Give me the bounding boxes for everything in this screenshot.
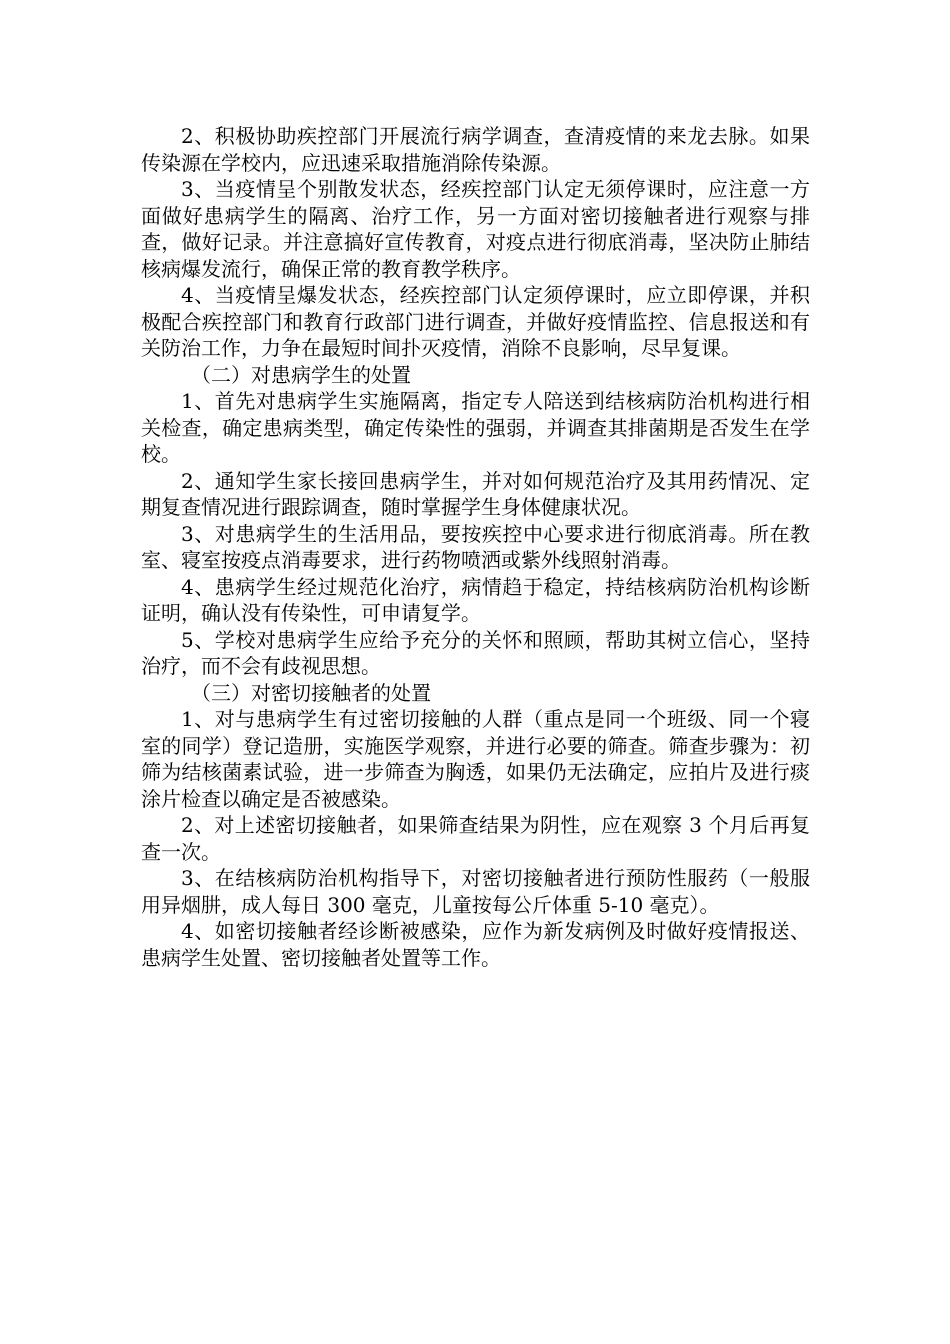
paragraph-investigation: 2、积极协助疾控部门开展流行病学调查，查清疫情的来龙去脉。如果传染源在学校内，应迅速采取措施消除传染源。	[141, 124, 810, 175]
paragraph-disinfection: 3、对患病学生的生活用品，要按疾控中心要求进行彻底消毒。所在教室、寝室按疫点消毒要求，进行药物喷洒或紫外线照射消毒。	[141, 521, 810, 572]
paragraph-return-to-school: 4、患病学生经过规范化治疗，病情趋于稳定，持结核病防治机构诊断证明，确认没有传染性，可申请复学。	[141, 574, 810, 625]
paragraph-sporadic-outbreak: 3、当疫情呈个别散发状态，经疾控部门认定无须停课时，应注意一方面做好患病学生的隔离、治疗工作，另一方面对密切接触者进行观察与排查，做好记录。并注意搞好宣传教育，对疫点进行彻底消毒，坚决防止肺结核病爆发流行，确保正常的教育教学秩序。	[141, 177, 810, 281]
paragraph-notify-parents: 2、通知学生家长接回患病学生，并对如何规范治疗及其用药情况、定期复查情况进行跟踪调查，随时掌握学生身体健康状况。	[141, 468, 810, 519]
document-body	[141, 123, 810, 971]
section-heading-contact-handling: （三）对密切接触者的处置	[191, 680, 431, 705]
paragraph-explosive-outbreak: 4、当疫情呈爆发状态，经疾控部门认定须停课时，应立即停课，并积极配合疾控部门和教育行政部门进行调查，并做好疫情监控、信息报送和有关防治工作，力争在最短时间扑灭疫情，消除不良影响，尽早复课。	[141, 283, 810, 360]
section-heading-patient-handling: （二）对患病学生的处置	[191, 362, 411, 387]
paragraph-new-case: 4、如密切接触者经诊断被感染，应作为新发病例及时做好疫情报送、患病学生处置、密切接触者处置等工作。	[141, 919, 810, 970]
paragraph-contact-screening: 1、对与患病学生有过密切接触的人群（重点是同一个班级、同一个寝室的同学）登记造册，实施医学观察，并进行必要的筛查。筛查步骤为：初筛为结核菌素试验，进一步筛查为胸透，如果仍无法确定，应拍片及进行痰涂片检查以确定是否被感染。	[141, 707, 810, 811]
paragraph-recheck: 2、对上述密切接触者，如果筛查结果为阴性，应在观察 3 个月后再复查一次。	[141, 813, 810, 864]
paragraph-preventive-medication: 3、在结核病防治机构指导下，对密切接触者进行预防性服药（一般服用异烟肼，成人每日 300 毫克，儿童按每公斤体重 5-10 毫克）。	[141, 866, 810, 917]
paragraph-care: 5、学校对患病学生应给予充分的关怀和照顾，帮助其树立信心，坚持治疗，而不会有歧视思想。	[141, 627, 810, 678]
paragraph-patient-isolation: 1、首先对患病学生实施隔离，指定专人陪送到结核病防治机构进行相关检查，确定患病类型，确定传染性的强弱，并调查其排菌期是否发生在学校。	[141, 389, 810, 466]
